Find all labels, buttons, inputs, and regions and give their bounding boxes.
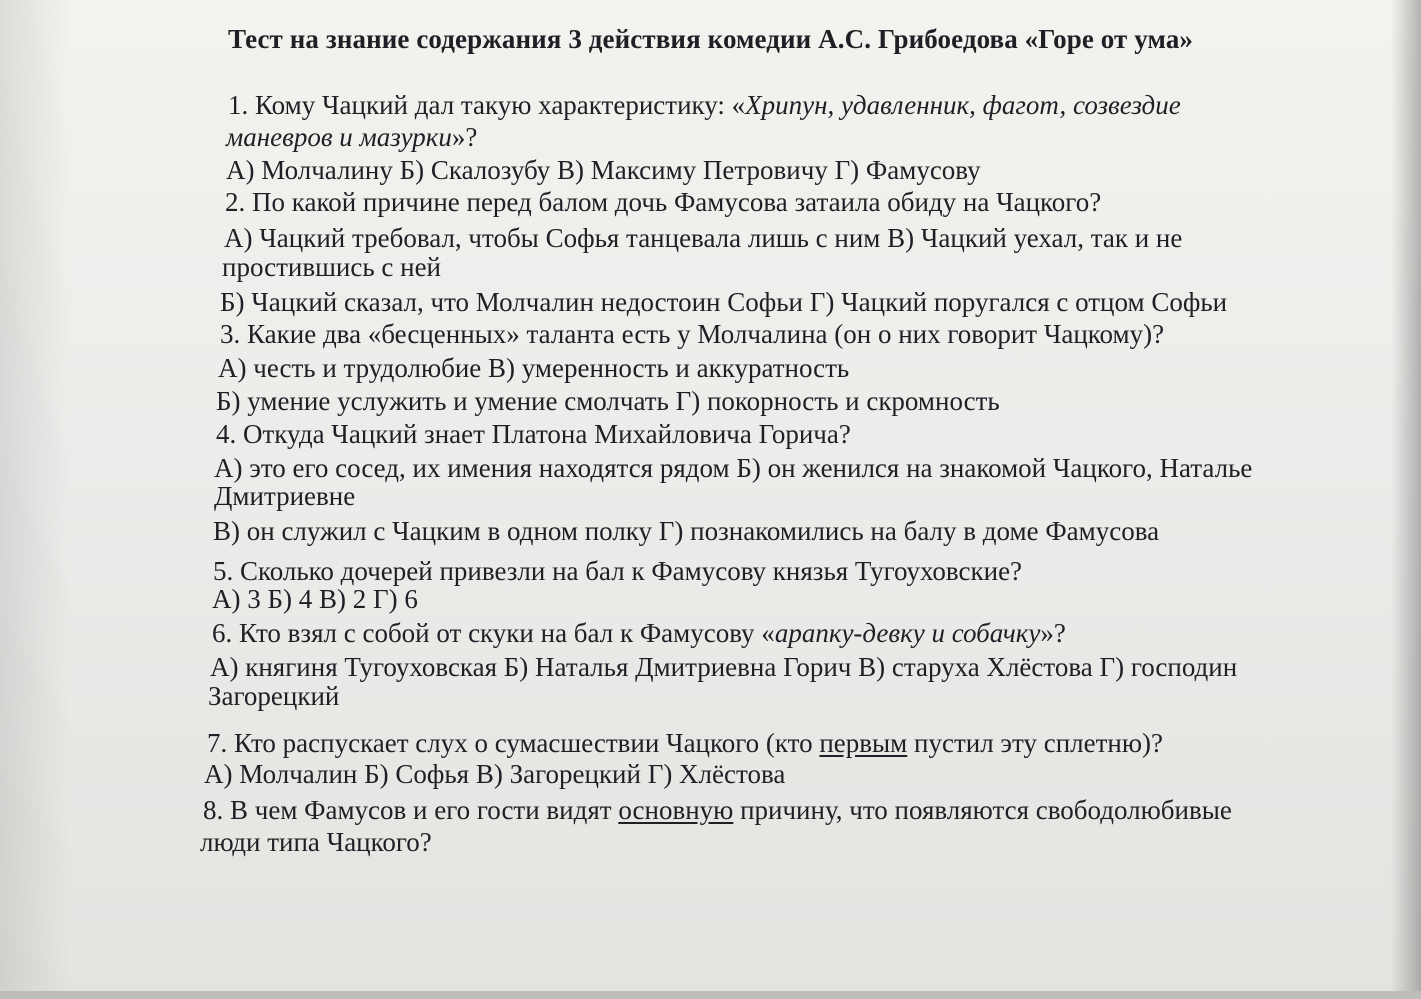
question-8-underlined-word: основную	[618, 795, 734, 825]
question-1-line-1	[228, 89, 1181, 121]
question-1-quote: Хрипун, удавленник, фагот, созвездие	[745, 90, 1181, 120]
question-8-text: 8. В чем Фамусов и его гости видят	[203, 795, 619, 825]
question-7-line	[207, 727, 1163, 759]
question-6-end: »?	[1040, 618, 1066, 648]
question-7-end: пустил эту сплетню)?	[907, 728, 1164, 758]
question-1-text: 1. Кому Чацкий дал такую характеристику: «	[228, 90, 746, 120]
question-6-text: 6. Кто взял с собой от скуки на бал к Фамусову «	[212, 618, 775, 648]
question-6-line-1	[212, 617, 1066, 649]
question-1-line-2	[226, 121, 477, 153]
question-4-answers-line-2: Дмитриевне	[214, 481, 356, 511]
question-2-answers-line-3: Б) Чацкий сказал, что Молчалин недостоин Софьи Г) Чацкий поругался с отцом Софьи	[220, 287, 1228, 317]
question-1-quote-cont: маневров и мазурки	[226, 122, 452, 152]
question-2-text: 2. По какой причине перед балом дочь Фамусова затаила обиду на Чацкого?	[225, 187, 1102, 217]
question-7-underlined-word: первым	[819, 728, 908, 758]
question-6-answers-line-1: А) княгиня Тугоуховская Б) Наталья Дмитриевна Горич В) старуха Хлёстова Г) господин	[210, 652, 1238, 682]
question-7-text: 7. Кто распускает слух о сумасшествии Чацкого (кто	[207, 728, 820, 758]
question-2-answers-line-1: А) Чацкий требовал, чтобы Софья танцевала лишь с ним В) Чацкий уехал, так и не	[224, 223, 1183, 253]
question-4-text: 4. Откуда Чацкий знает Платона Михайловича Горича?	[216, 419, 851, 449]
question-8-line-1	[203, 794, 1232, 826]
question-1-end: »?	[451, 122, 478, 152]
question-7-answers: А) Молчалин Б) Софья В) Загорецкий Г) Хлёстова	[204, 759, 786, 789]
question-3-answers-line-2: Б) умение услужить и умение смолчать Г) покорность и скромность	[216, 386, 1000, 416]
question-5-text: 5. Сколько дочерей привезли на бал к Фамусову князья Тугоуховские?	[213, 556, 1023, 586]
question-8-line-2: люди типа Чацкого?	[200, 827, 432, 857]
question-3-answers-line-1: А) честь и трудолюбие В) умеренность и аккуратность	[218, 353, 850, 383]
page-title: Тест на знание содержания 3 действия комедии А.С. Грибоедова «Горе от ума»	[227, 24, 1194, 54]
question-3-text: 3. Какие два «бесценных» таланта есть у Молчалина (он о них говорит Чацкому)?	[220, 319, 1165, 349]
question-5-answers: А) 3 Б) 4 В) 2 Г) 6	[212, 584, 418, 614]
page-shadow-left	[0, 0, 70, 999]
question-6-answers-line-2: Загорецкий	[208, 681, 340, 711]
question-6-quote: арапку-девку и собачку	[774, 618, 1041, 648]
question-4-answers-line-1: А) это его сосед, их имения находятся рядом Б) он женился на знакомой Чацкого, Наталье	[214, 453, 1253, 483]
page-bottom-edge	[0, 991, 1421, 999]
question-1-answers: А) Молчалину Б) Скалозубу В) Максиму Петровичу Г) Фамусову	[226, 155, 981, 185]
question-4-answers-line-3: В) он служил с Чацким в одном полку Г) познакомились на балу в доме Фамусова	[213, 516, 1160, 546]
page-shadow-right	[1391, 0, 1421, 999]
question-2-answers-line-2: простившись с ней	[222, 252, 442, 282]
question-8-end: причину, что появляются свободолюбивые	[733, 795, 1232, 825]
